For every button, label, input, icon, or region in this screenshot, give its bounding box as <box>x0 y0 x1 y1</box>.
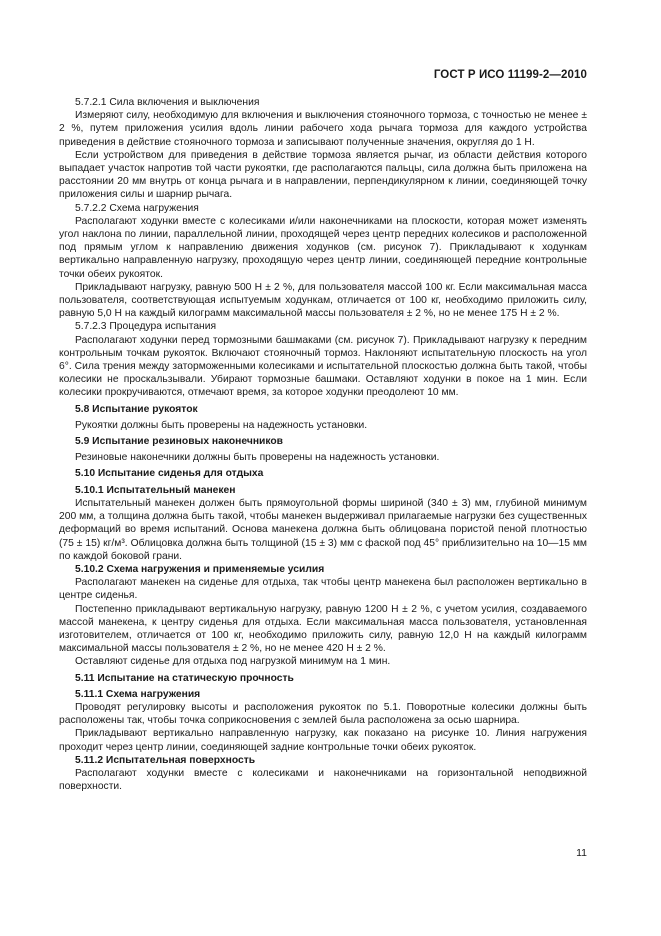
document-body <box>59 96 587 793</box>
paragraph: Прикладывают нагрузку, равную 500 Н ± 2 %, для пользователя массой 100 кг. Если максимальная масса пользователя, соответствующая испытуемым ходункам, отличается от 100 кг, необходимо приложить силу, равную 5,0 Н на каждый килограмм максимальной массы пользователя ± 2 %, но не менее 175 Н ± 2 %. <box>59 281 587 320</box>
paragraph: Располагают ходунки вместе с колесиками и/или наконечниками на плоскости, которая может изменять угол наклона по линии, параллельной линии, проходящей через центр передних колесиков и расположенной под прямым углом к направлению движения ходунков (см. рисунок 7). Прикладывают к ходункам вертикально направленную нагрузку, проходящую через центр линии, соединяющей передние контрольные точки обеих рукояток. <box>59 215 587 280</box>
paragraph: Если устройством для приведения в действие тормоза является рычаг, из области действия которого выпадает участок напротив той части рукоятки, где располагаются пальцы, сила должна быть приложена на расстоянии 20 мм внутрь от конца рычага и в направлении, перпендикулярном к линии, соединяющей точку приложения силы и шарнир рычага. <box>59 149 587 201</box>
paragraph: Оставляют сиденье для отдыха под нагрузкой минимум на 1 мин. <box>75 656 391 668</box>
subsection-heading: 5.11.1 Схема нагружения <box>75 688 201 700</box>
paragraph: 5.7.2.1 Сила включения и выключения <box>75 97 260 108</box>
paragraph: Располагают манекен на сиденье для отдыха, так чтобы центр манекена был расположен вертикально в центре сиденья. <box>59 577 587 602</box>
subsection-heading: 5.10.1 Испытательный манекен <box>75 484 236 496</box>
paragraph: Резиновые наконечники должны быть проверены на надежность установки. <box>75 452 440 464</box>
paragraph: Прикладывают вертикально направленную нагрузку, как показано на рисунке 10. Линия нагружения проходит через центр линии, соединяющей задние контрольные точки обеих рукояток. <box>59 728 587 753</box>
paragraph: Рукоятки должны быть проверены на надежность установки. <box>75 419 368 431</box>
section-heading: 5.8 Испытание рукояток <box>75 403 198 415</box>
subsection-heading: 5.11.2 Испытательная поверхность <box>75 754 256 766</box>
paragraph: 5.7.2.3 Процедура испытания <box>75 321 217 333</box>
standard-header: ГОСТ Р ИСО 11199-2—2010 <box>433 69 587 81</box>
paragraph: 5.7.2.2 Схема нагружения <box>75 202 199 214</box>
paragraph: Измеряют силу, необходимую для включения и выключения стояночного тормоза, с точностью не менее ± 2 %, путем приложения усилия вдоль линии рабочего хода рычага тормоза для каждого устройства приведения в действие стояночного тормоза и записывают полученные значения, округляя до 1 Н. <box>59 110 587 148</box>
page-number: 11 <box>576 847 587 859</box>
paragraph: Испытательный манекен должен быть прямоугольной формы шириной (340 ± 3) мм, глубиной минимум 200 мм, а толщина должна быть такой, чтобы манекен выдерживал прилагаемые нагрузки без существенных деформаций во время испытаний. Основа манекена должна быть облицована пористой пеной плотностью (75 ± 15) кг/м³. Облицовка должна быть толщиной (15 ± 3) мм с фаской под 45° приблизительно на 10—15 мм по каждой боковой грани. <box>59 497 587 562</box>
paragraph: Располагают ходунки вместе с колесиками и наконечниками на горизонтальной неподвижной поверхности. <box>59 767 587 793</box>
section-heading: 5.10 Испытание сиденья для отдыха <box>75 468 264 480</box>
paragraph: Проводят регулировку высоты и расположения рукояток по 5.1. Поворотные колесики должны быть расположены так, чтобы точка соприкосновения с землей была расположена за осью шарнира. <box>59 701 587 727</box>
paragraph: Постепенно прикладывают вертикальную нагрузку, равную 1200 Н ± 2 %, с учетом усилия, создаваемого массой манекена, к центру сиденья для отдыха. Если максимальная масса пользователя, установленная изготовителем, отличается от 100 кг, необходимо приложить силу, равную 12,0 Н на каждый килограмм максимальной массы пользователя ± 2 %, но не менее 420 Н ± 2 %. <box>59 603 587 655</box>
subsection-heading: 5.10.2 Схема нагружения и применяемые усилия <box>75 563 325 575</box>
paragraph: Располагают ходунки перед тормозными башмаками (см. рисунок 7). Прикладывают нагрузку к передним контрольным точкам рукояток. Включают стояночный тормоз. Наклоняют испытательную плоскость на угол 6°. Сила трения между заторможенными колесиками и испытательной плоскостью должна быть такой, чтобы колесики не проскальзывали. Убирают тормозные башмаки. Оставляют ходунки в покое на 1 мин. Если колесики прокручиваются, отмечают время, за которое ходунки преодолеют 10 мм. <box>59 334 587 399</box>
section-heading: 5.9 Испытание резиновых наконечников <box>75 436 284 448</box>
section-heading: 5.11 Испытание на статическую прочность <box>75 672 294 684</box>
